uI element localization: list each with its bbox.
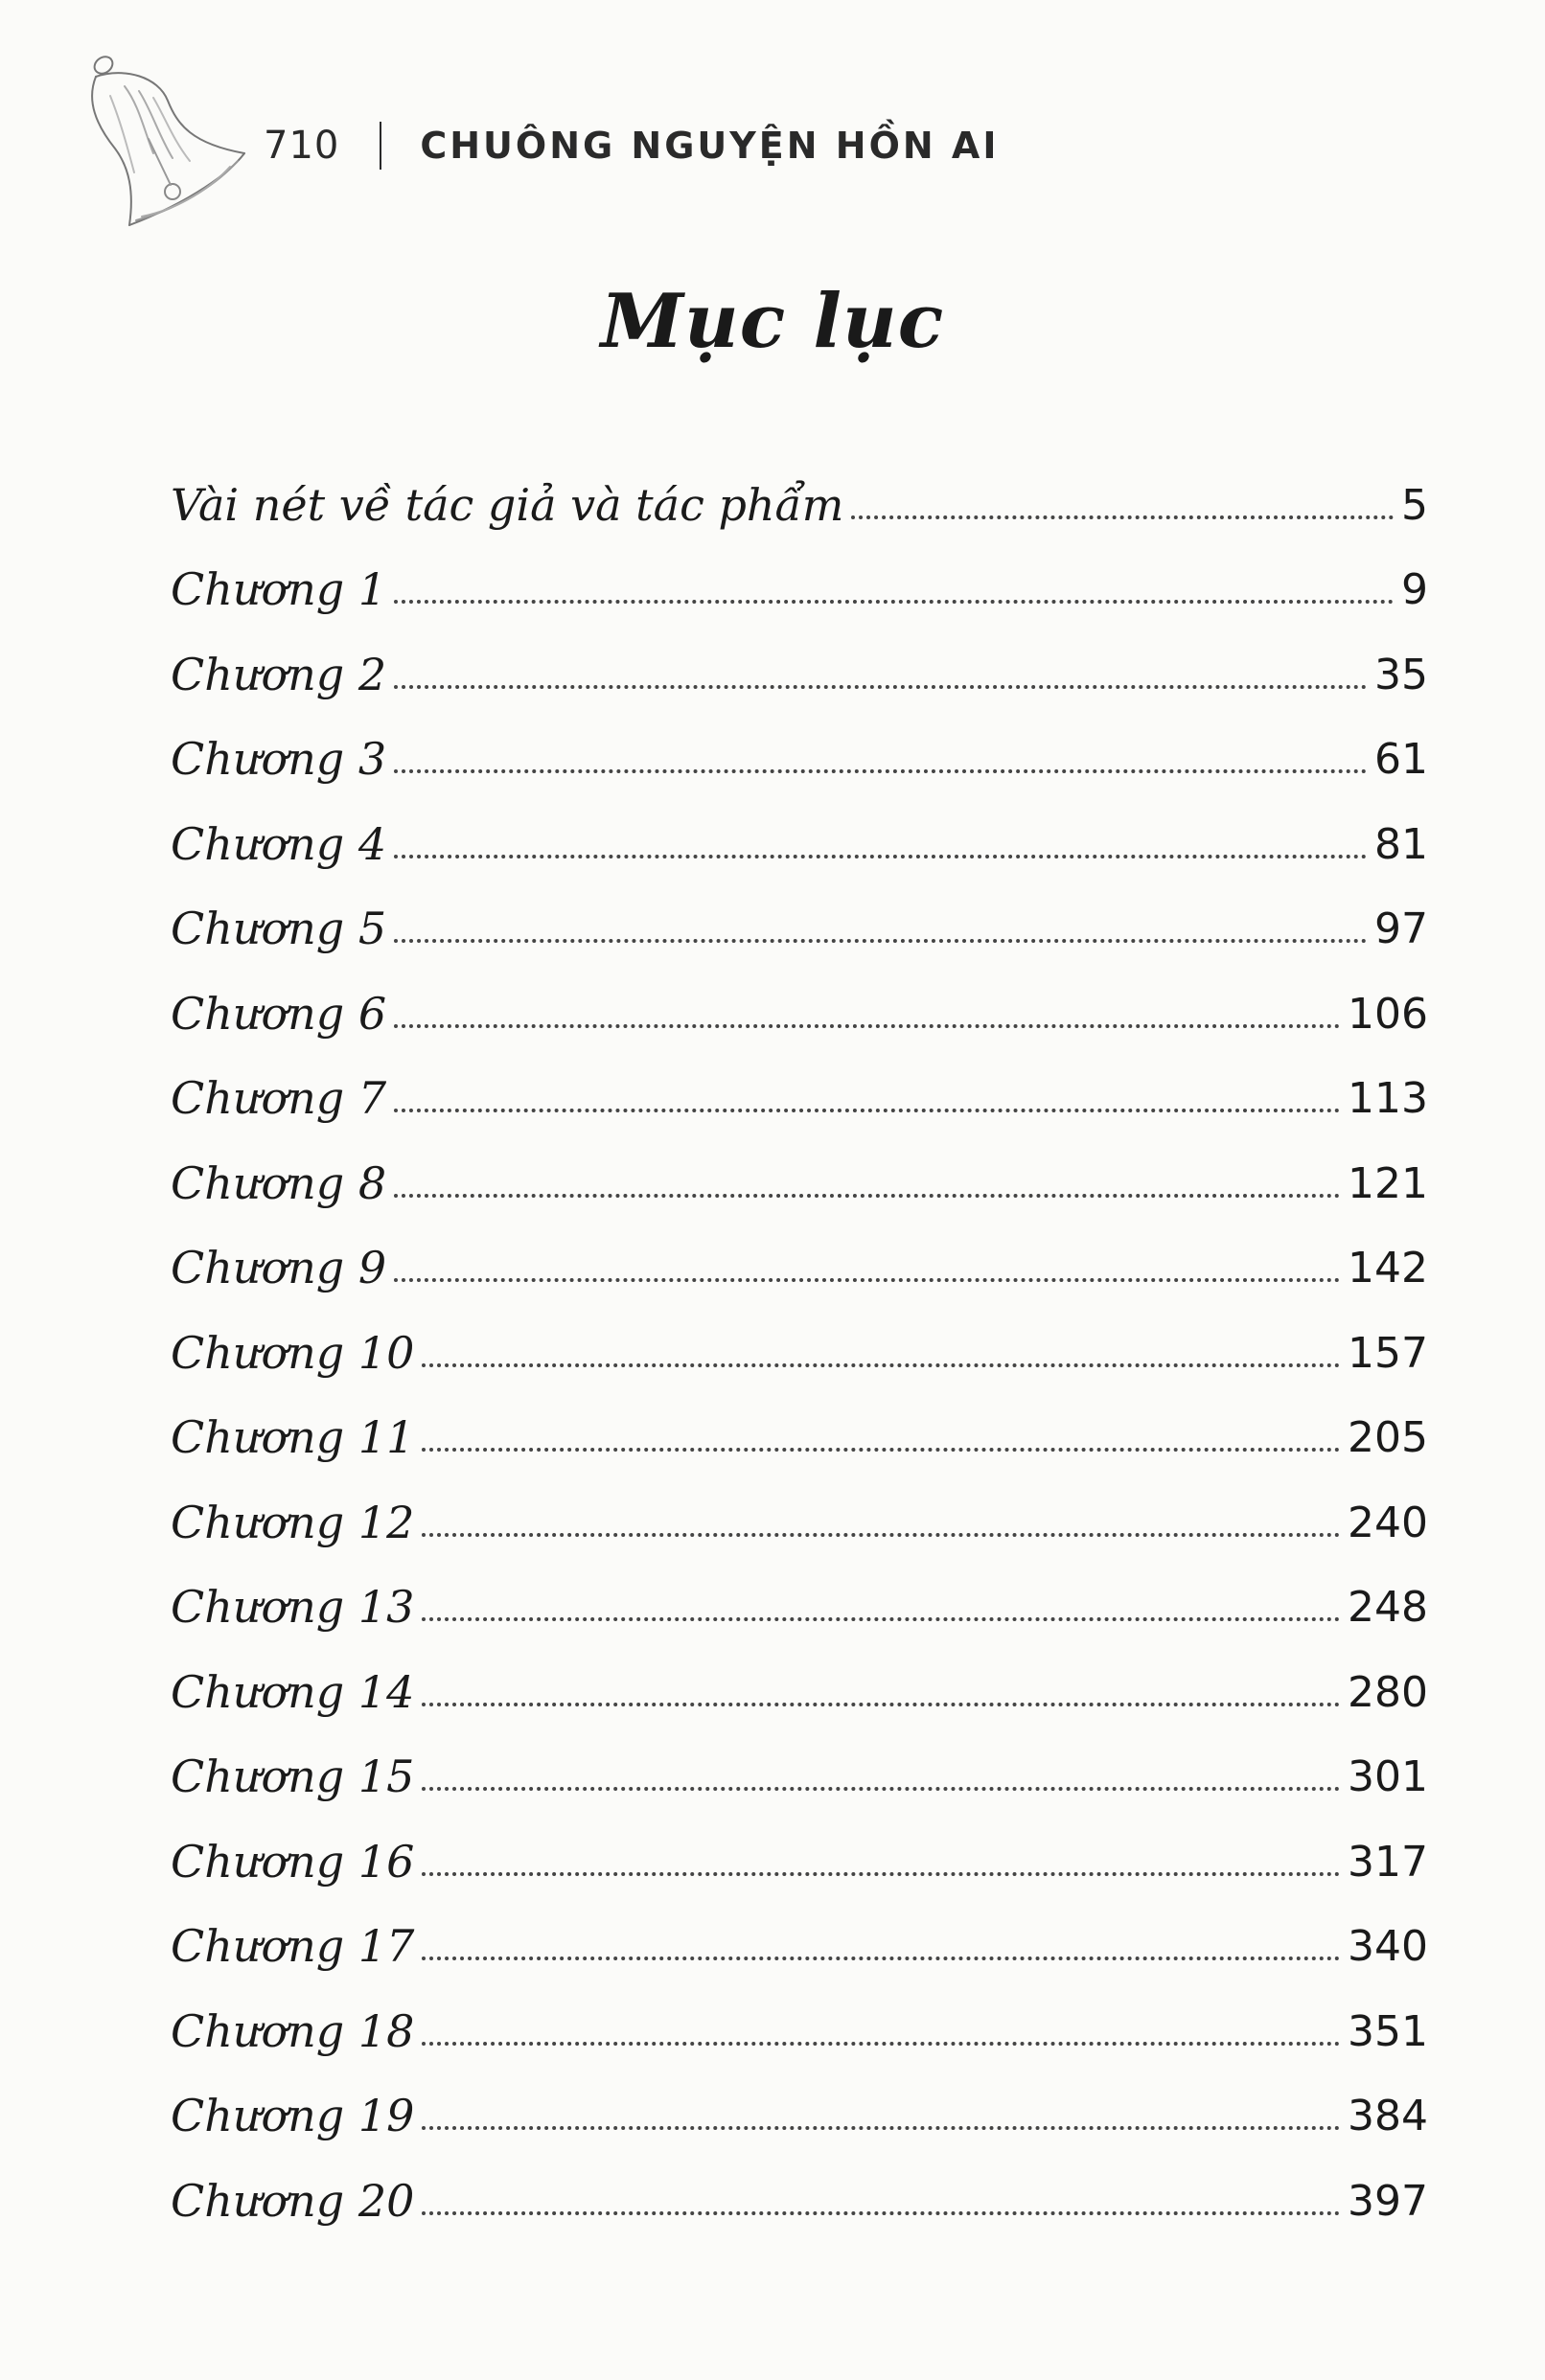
toc-entry-label: Chương 13 xyxy=(171,1581,415,1633)
toc-entry-page: 106 xyxy=(1348,989,1428,1039)
toc-list xyxy=(171,446,1428,2227)
toc-entry xyxy=(171,615,1428,700)
toc-entry-label: Vài nét về tác giả và tác phẩm xyxy=(171,478,844,531)
toc-dot-leader xyxy=(422,1703,1340,1706)
toc-entry xyxy=(171,1040,1428,1125)
toc-entry xyxy=(171,954,1428,1040)
bell-icon xyxy=(67,48,259,240)
toc-dot-leader xyxy=(394,1024,1340,1028)
toc-entry-label: Chương 7 xyxy=(171,1072,387,1124)
toc-entry-label: Chương 14 xyxy=(171,1665,415,1718)
toc-title: Mục lục xyxy=(600,278,945,365)
running-head xyxy=(264,117,999,174)
toc-entry-page: 81 xyxy=(1374,819,1428,869)
toc-entry-label: Chương 10 xyxy=(171,1326,415,1379)
toc-entry-label: Chương 3 xyxy=(171,733,387,785)
toc-entry xyxy=(171,1379,1428,1464)
toc-entry xyxy=(171,785,1428,870)
toc-entry-label: Chương 19 xyxy=(171,2090,415,2141)
toc-dot-leader xyxy=(422,2211,1340,2215)
toc-entry xyxy=(171,1463,1428,1548)
toc-entry-label: Chương 11 xyxy=(171,1411,415,1463)
toc-entry-page: 340 xyxy=(1348,1922,1428,1971)
toc-entry-page: 351 xyxy=(1348,2006,1428,2056)
toc-dot-leader xyxy=(394,855,1367,858)
toc-dot-leader xyxy=(422,1957,1340,1960)
toc-dot-leader xyxy=(394,939,1367,943)
toc-entry-label: Chương 15 xyxy=(171,1751,415,1802)
toc-entry-label: Chương 20 xyxy=(171,2174,415,2227)
toc-entry xyxy=(171,1972,1428,2057)
toc-entry-page: 121 xyxy=(1348,1158,1428,1208)
toc-dot-leader xyxy=(422,1363,1340,1367)
toc-entry-label: Chương 9 xyxy=(171,1242,387,1293)
toc-entry-label: Chương 12 xyxy=(171,1496,415,1548)
toc-entry xyxy=(171,1718,1428,1803)
toc-dot-leader xyxy=(394,600,1394,604)
toc-entry xyxy=(171,700,1428,786)
toc-entry-page: 205 xyxy=(1348,1413,1428,1462)
toc-entry-label: Chương 16 xyxy=(171,1835,415,1888)
toc-entry xyxy=(171,1633,1428,1718)
toc-entry-page: 384 xyxy=(1348,2092,1428,2140)
toc-entry-page: 61 xyxy=(1374,735,1428,784)
toc-entry-page: 5 xyxy=(1401,480,1428,530)
toc-entry xyxy=(171,1209,1428,1294)
toc-entry-page: 9 xyxy=(1401,565,1428,614)
toc-entry-label: Chương 2 xyxy=(171,648,387,700)
toc-entry-page: 157 xyxy=(1348,1328,1428,1378)
toc-dot-leader xyxy=(851,515,1394,519)
toc-entry-page: 113 xyxy=(1348,1074,1428,1123)
toc-dot-leader xyxy=(394,769,1367,773)
toc-entry xyxy=(171,1888,1428,1973)
toc-entry-label: Chương 17 xyxy=(171,1920,415,1972)
toc-entry xyxy=(171,870,1428,955)
toc-entry xyxy=(171,1548,1428,1634)
toc-dot-leader xyxy=(422,1617,1340,1621)
toc-entry xyxy=(171,446,1428,531)
toc-entry-page: 248 xyxy=(1348,1583,1428,1632)
toc-entry-page: 142 xyxy=(1348,1244,1428,1293)
toc-entry-page: 35 xyxy=(1374,650,1428,699)
toc-entry-page: 280 xyxy=(1348,1667,1428,1717)
toc-entry-label: Chương 4 xyxy=(171,817,387,870)
toc-entry xyxy=(171,1802,1428,1888)
page-number: 710 xyxy=(264,124,340,168)
toc-entry-label: Chương 8 xyxy=(171,1156,387,1209)
toc-entry-page: 97 xyxy=(1374,904,1428,953)
toc-entry xyxy=(171,1124,1428,1209)
toc-entry xyxy=(171,1293,1428,1379)
toc-entry-page: 397 xyxy=(1348,2176,1428,2226)
header-divider xyxy=(380,122,381,170)
toc-dot-leader xyxy=(394,1278,1340,1282)
toc-entry-label: Chương 6 xyxy=(171,987,387,1040)
toc-entry-label: Chương 18 xyxy=(171,2004,415,2057)
toc-entry xyxy=(171,2141,1428,2227)
toc-dot-leader xyxy=(422,1872,1340,1876)
toc-entry xyxy=(171,2057,1428,2142)
toc-dot-leader xyxy=(422,1448,1340,1452)
toc-entry-page: 317 xyxy=(1348,1837,1428,1887)
toc-entry-label: Chương 5 xyxy=(171,903,387,954)
toc-dot-leader xyxy=(422,1533,1340,1537)
toc-entry xyxy=(171,531,1428,616)
toc-dot-leader xyxy=(394,1194,1340,1198)
toc-dot-leader xyxy=(422,2126,1340,2130)
toc-dot-leader xyxy=(422,1787,1340,1791)
toc-entry-label: Chương 1 xyxy=(171,563,387,615)
toc-entry-page: 240 xyxy=(1348,1498,1428,1547)
toc-entry-page: 301 xyxy=(1348,1752,1428,1801)
toc-dot-leader xyxy=(394,1109,1340,1112)
toc-dot-leader xyxy=(422,2042,1340,2046)
toc-dot-leader xyxy=(394,685,1367,689)
book-title: CHUÔNG NGUYỆN HỒN AI xyxy=(420,125,1000,167)
